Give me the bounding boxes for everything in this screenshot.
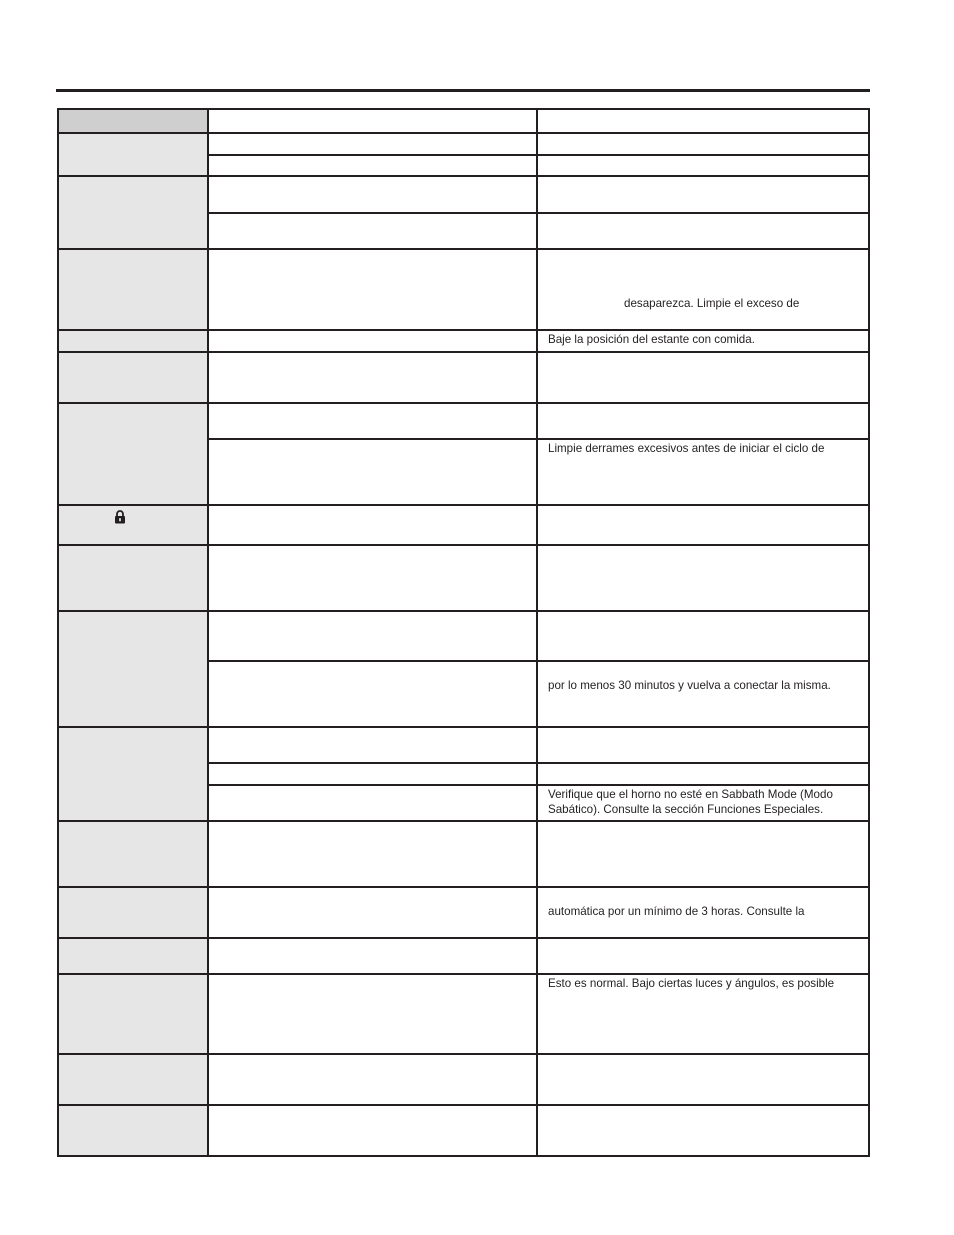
lock-icon [114,510,126,524]
table-border-left [57,108,59,1157]
row-divider [57,175,870,177]
row-divider [57,610,870,612]
page-top-rule [56,89,870,92]
row-divider [57,329,870,331]
problem-cell [57,133,207,175]
troubleshooting-table [57,108,870,1157]
column-divider [207,108,209,1157]
problem-cell [57,506,207,544]
sub-row-divider [207,438,870,440]
problem-cell [57,250,207,329]
row-divider [57,820,870,822]
solution-text: Sabático). Consulte la sección Funciones Especiales. [548,803,824,816]
column-divider [536,108,538,1157]
problem-cell [57,331,207,351]
solution-text: automática por un mínimo de 3 horas. Consulte la [548,905,805,918]
table-border-top [57,108,870,110]
problem-cell [57,888,207,937]
row-divider [57,402,870,404]
table-header-problem-cell [57,108,207,132]
solution-text: desaparezca. Limpie el exceso de [624,297,800,310]
sub-row-divider [207,762,870,764]
table-border-bottom [57,1155,870,1157]
problem-cell [57,975,207,1053]
row-divider [57,726,870,728]
problem-cell [57,1055,207,1104]
row-divider [57,1104,870,1106]
table-border-right [868,108,870,1157]
row-divider [57,132,870,134]
sub-row-divider [207,660,870,662]
row-divider [57,1053,870,1055]
solution-text: por lo menos 30 minutos y vuelva a conectar la misma. [548,679,831,692]
row-divider [57,544,870,546]
row-divider [57,351,870,353]
problem-cell [57,939,207,973]
problem-cell [57,1106,207,1156]
problem-cell [57,404,207,504]
problem-cell [57,822,207,886]
solution-text: Esto es normal. Bajo ciertas luces y ángulos, es posible [548,977,835,990]
row-divider [57,937,870,939]
sub-row-divider [207,212,870,214]
sub-row-divider [207,784,870,786]
problem-cell [57,177,207,248]
row-divider [57,973,870,975]
row-divider [57,248,870,250]
problem-cell [57,728,207,820]
row-divider [57,504,870,506]
row-divider [57,886,870,888]
problem-cell [57,612,207,726]
problem-cell [57,546,207,610]
solution-text: Limpie derrames excesivos antes de iniciar el ciclo de [548,442,825,455]
solution-text: Baje la posición del estante con comida. [548,333,755,346]
sub-row-divider [207,154,870,156]
problem-cell [57,353,207,402]
solution-text: Verifique que el horno no esté en Sabbath Mode (Modo [548,788,833,801]
